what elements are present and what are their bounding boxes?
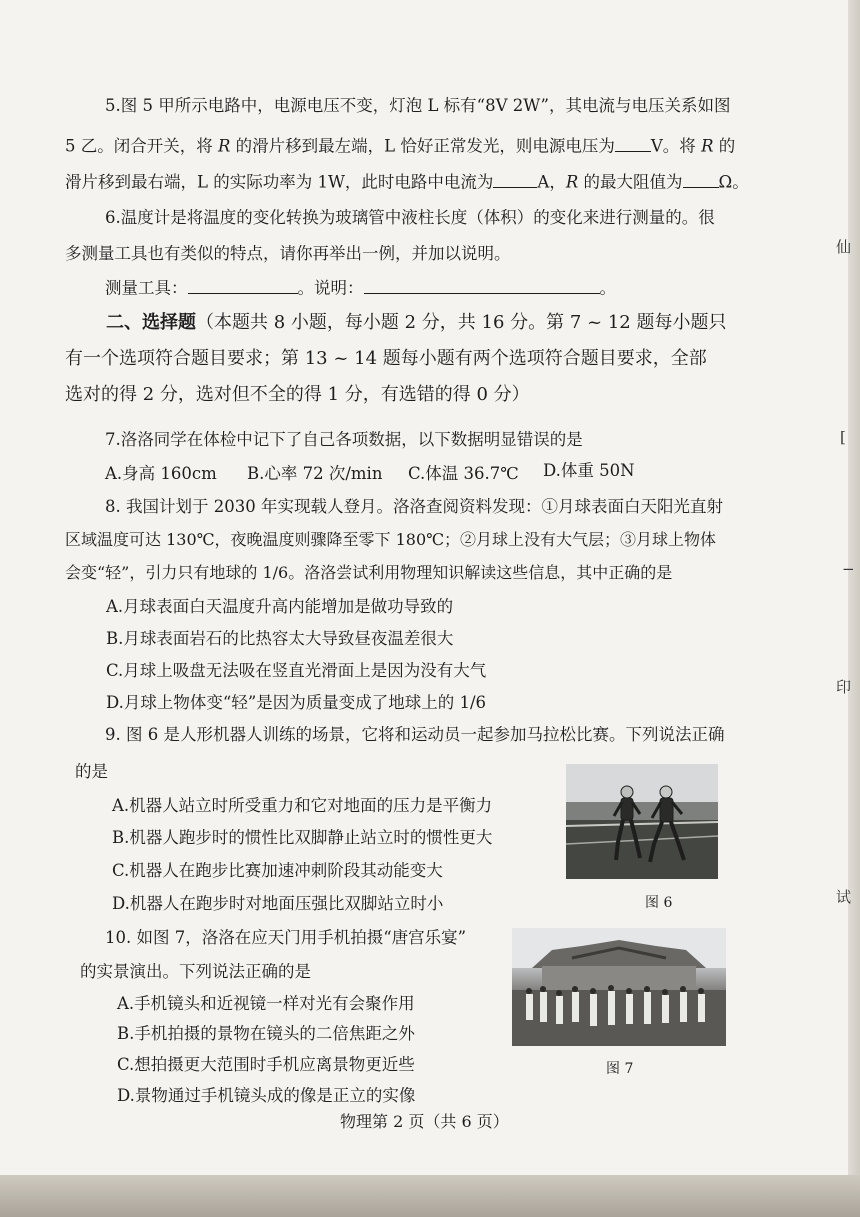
q9-line-1: 9. 图 6 是人形机器人训练的场景，它将和运动员一起参加马拉松比赛。下列说法正确 <box>105 725 725 744</box>
section-title: 二、选择题 <box>106 312 196 333</box>
var-r: R <box>701 136 714 156</box>
q6-line-1: 6.温度计是将温度的变化转换为玻璃管中液柱长度（体积）的变化来进行测量的。很 <box>105 208 715 227</box>
note-label: 。说明： <box>297 278 364 298</box>
figure-6-caption: 图 6 <box>645 895 673 911</box>
figure-6-robots-photo <box>566 764 718 879</box>
q9-option-a[interactable]: A.机器人站立时所受重力和它对地面的压力是平衡力 <box>112 796 493 815</box>
edge-char: 印 <box>836 678 852 696</box>
q8-line-2: 区域温度可达 130℃，夜晚温度则骤降至零下 180℃；②月球上没有大气层；③月球上物体 <box>65 530 717 549</box>
answer-blank-voltage[interactable] <box>615 134 651 152</box>
q5-line-3 <box>65 170 749 192</box>
line-end: 。 <box>599 278 616 298</box>
q8-option-b[interactable]: B.月球表面岩石的比热容太大导致昼夜温差很大 <box>106 629 454 648</box>
q8-option-d[interactable]: D.月球上物体变“轻”是因为质量变成了地球上的 1/6 <box>106 693 487 712</box>
section-heading-line-2: 有一个选项符合题目要求；第 13 ~ 14 题每小题有两个选项符合题目要求，全部 <box>65 348 707 369</box>
q6-line-2: 多测量工具也有类似的特点，请你再举出一例，并加以说明。 <box>65 244 511 263</box>
figure-7-caption: 图 7 <box>606 1061 634 1077</box>
figure-7-palace-performance-photo <box>512 928 726 1046</box>
q10-option-c[interactable]: C.想拍摄更大范围时手机应离景物更近些 <box>117 1055 415 1074</box>
tool-label: 测量工具： <box>105 278 188 298</box>
q8-line-1: 8. 我国计划于 2030 年实现载人登月。洛洛查阅资料发现：①月球表面白天阳光直射 <box>105 497 723 516</box>
section-heading-line-3: 选对的得 2 分，选对但不全的得 1 分，有选错的得 0 分） <box>65 384 530 405</box>
page-footer: 物理第 2 页（共 6 页） <box>340 1112 509 1131</box>
q5-line-1: 5.图 5 甲所示电路中，电源电压不变，灯泡 L 标有“8V 2W”，其电流与电压关系如图 <box>105 96 731 115</box>
q9-option-d[interactable]: D.机器人在跑步时对地面压强比双脚站立时小 <box>112 894 444 913</box>
var-r: R <box>218 136 231 156</box>
q7-stem: 7.洛洛同学在体检中记下了自己各项数据，以下数据明显错误的是 <box>105 430 583 449</box>
q10-line-2: 的实景演出。下列说法正确的是 <box>80 962 311 981</box>
q5-text: 的最大阻值为 <box>578 172 683 192</box>
q5-text: 5 乙。闭合开关，将 <box>65 136 218 156</box>
q7-option-a[interactable]: A.身高 160cm <box>105 464 217 483</box>
q5-text: 的滑片移到最左端，L 恰好正常发光，则电源电压为 <box>230 136 615 156</box>
answer-blank-resistance[interactable] <box>683 170 719 188</box>
q5-line-2 <box>65 134 735 156</box>
q9-option-b[interactable]: B.机器人跑步时的惯性比双脚静止站立时的惯性更大 <box>112 828 493 847</box>
q5-text: V。将 <box>650 136 702 156</box>
edge-char: 试 <box>836 888 852 906</box>
answer-blank-tool[interactable] <box>188 276 298 294</box>
q5-text: 滑片移到最右端，L 的实际功率为 1W，此时电路中电流为 <box>65 172 494 192</box>
q10-option-d[interactable]: D.景物通过手机镜头成的像是正立的实像 <box>117 1086 416 1105</box>
q8-line-3: 会变“轻”，引力只有地球的 1/6。洛洛尝试利用物理知识解读这些信息，其中正确的是 <box>65 563 673 582</box>
q10-option-b[interactable]: B.手机拍摄的景物在镜头的二倍焦距之外 <box>117 1024 415 1043</box>
palace-show-image <box>512 928 726 1046</box>
section-instructions: （本题共 8 小题，每小题 2 分，共 16 分。第 7 ~ 12 题每小题只 <box>196 312 727 333</box>
section-heading-line-1 <box>106 312 726 334</box>
page-edge <box>848 0 860 1217</box>
q7-option-b[interactable]: B.心率 72 次/min <box>247 464 383 483</box>
q6-line-3 <box>105 276 616 298</box>
q5-text: A， <box>537 172 566 192</box>
q10-option-a[interactable]: A.手机镜头和近视镜一样对光有会聚作用 <box>117 994 415 1013</box>
q5-text: Ω。 <box>718 172 749 192</box>
q10-line-1: 10. 如图 7，洛洛在应天门用手机拍摄“唐宫乐宴” <box>105 928 467 947</box>
q8-option-c[interactable]: C.月球上吸盘无法吸在竖直光滑面上是因为没有大气 <box>106 661 487 680</box>
q7-option-c[interactable]: C.体温 36.7℃ <box>408 464 519 483</box>
answer-blank-note[interactable] <box>364 276 600 294</box>
q7-option-d[interactable]: D.体重 50N <box>543 461 635 480</box>
robot-runners-image <box>566 764 718 879</box>
q5-text: 的 <box>713 136 736 156</box>
edge-char: 仙 <box>836 238 852 256</box>
q8-option-a[interactable]: A.月球表面白天温度升高内能增加是做功导致的 <box>106 597 454 616</box>
edge-char: [ <box>840 428 846 446</box>
edge-char: − <box>842 560 855 578</box>
var-r: R <box>565 172 579 192</box>
q9-option-c[interactable]: C.机器人在跑步比赛加速冲刺阶段其动能变大 <box>112 861 443 880</box>
q9-line-2: 的是 <box>75 762 108 781</box>
table-surface <box>0 1175 860 1217</box>
answer-blank-current[interactable] <box>493 170 537 188</box>
